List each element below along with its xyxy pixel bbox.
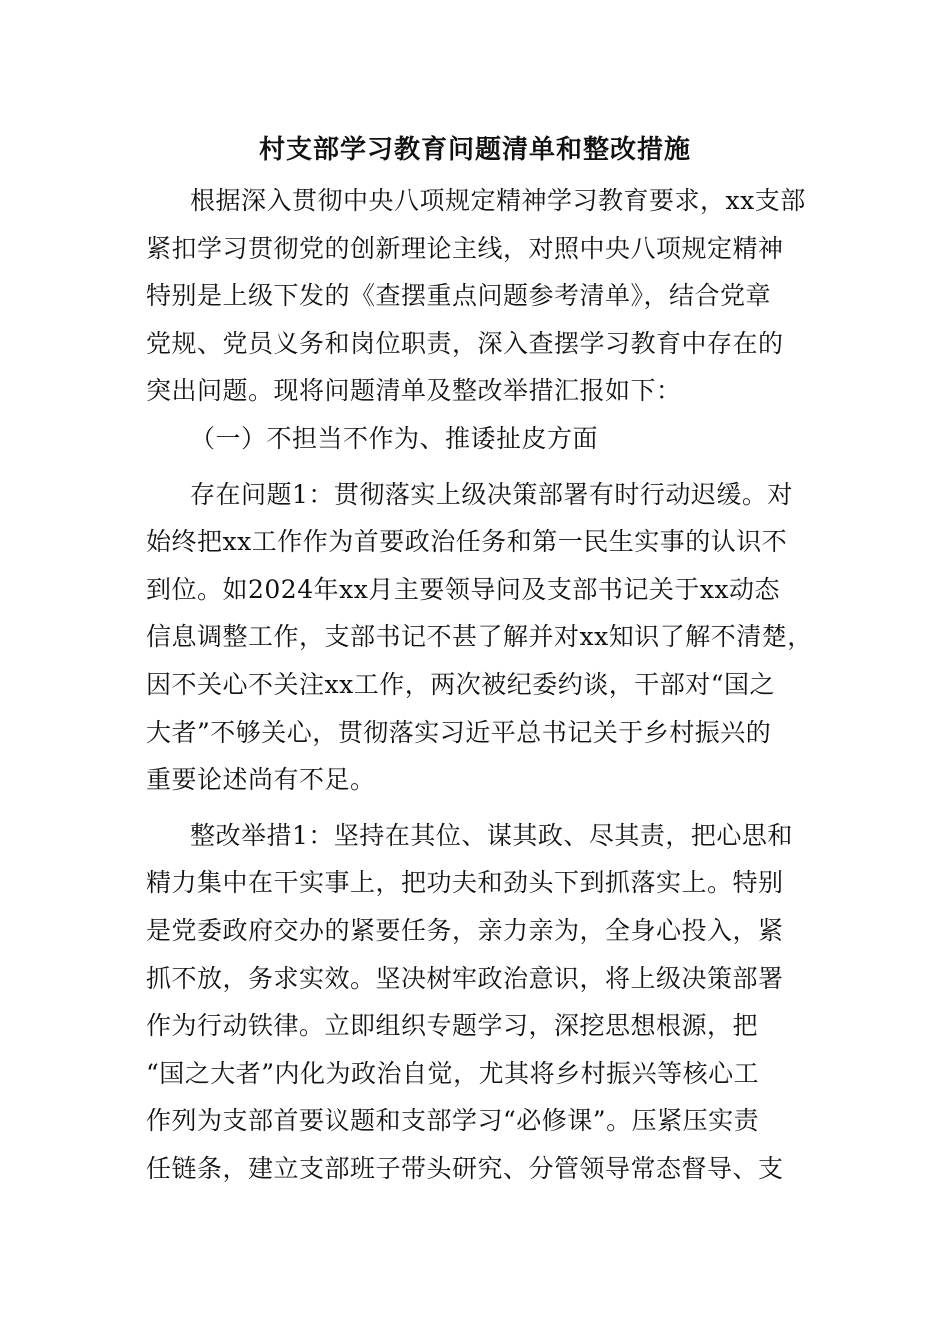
document-title: 村支部学习教育问题清单和整改措施 [258, 135, 691, 165]
measure-line-4: 抓不放，务求实效。坚决树牢政治意识，将上级决策部署 [146, 963, 784, 993]
measure-line-2: 精力集中在干实事上，把功夫和劲头下到抓落实上。特别 [146, 868, 784, 898]
paragraph-intro-line-1: 根据深入贯彻中央八项规定精神学习教育要求，xx支部 [190, 186, 806, 215]
paragraph-intro-line-2: 紧扣学习贯彻党的创新理论主线，对照中央八项规定精神 [146, 233, 784, 263]
problem-line-3: 到位。如2024年xx月主要领导问及支部书记关于xx动态 [146, 574, 781, 604]
problem-line-5: 因不关心不关注xx工作，两次被纪委约谈，干部对“国之 [146, 669, 775, 699]
problem-line-1: 存在问题1：贯彻落实上级决策部署有时行动迟缓。对 [190, 479, 793, 509]
problem-line-6: 大者”不够关心，贯彻落实习近平总书记关于乡村振兴的 [146, 717, 772, 747]
problem-line-2: 始终把xx工作作为首要政治任务和第一民生实事的认识不 [146, 527, 788, 557]
measure-line-6: “国之大者”内化为政治自觉，尤其将乡村振兴等核心工 [146, 1058, 760, 1088]
measure-line-8: 任链条，建立支部班子带头研究、分管领导常态督导、支 [146, 1153, 784, 1183]
document-body [146, 177, 818, 1192]
paragraph-intro-line-4: 党规、党员义务和岗位职责，深入查摆学习教育中存在的 [146, 328, 784, 358]
measure-line-1: 整改举措1：坚持在其位、谋其政、尽其责，把心思和 [190, 820, 793, 850]
measure-line-7: 作列为支部首要议题和支部学习“必修课”。压紧压实责 [146, 1106, 760, 1136]
measure-line-5: 作为行动铁律。立即组织专题学习，深挖思想根源，把 [146, 1011, 759, 1041]
problem-line-7: 重要论述尚有不足。 [146, 765, 376, 795]
measure-line-3: 是党委政府交办的紧要任务，亲力亲为，全身心投入，紧 [146, 915, 784, 945]
section-heading: （一）不担当不作为、推诿扯皮方面 [190, 423, 599, 453]
paragraph-intro-line-3: 特别是上级下发的《查摆重点问题参考清单》，结合党章 [146, 281, 772, 311]
problem-line-4: 信息调整工作，支部书记不甚了解并对xx知识了解不清楚， [146, 622, 813, 652]
paragraph-intro-line-5: 突出问题。现将问题清单及整改举措汇报如下： [146, 376, 682, 406]
